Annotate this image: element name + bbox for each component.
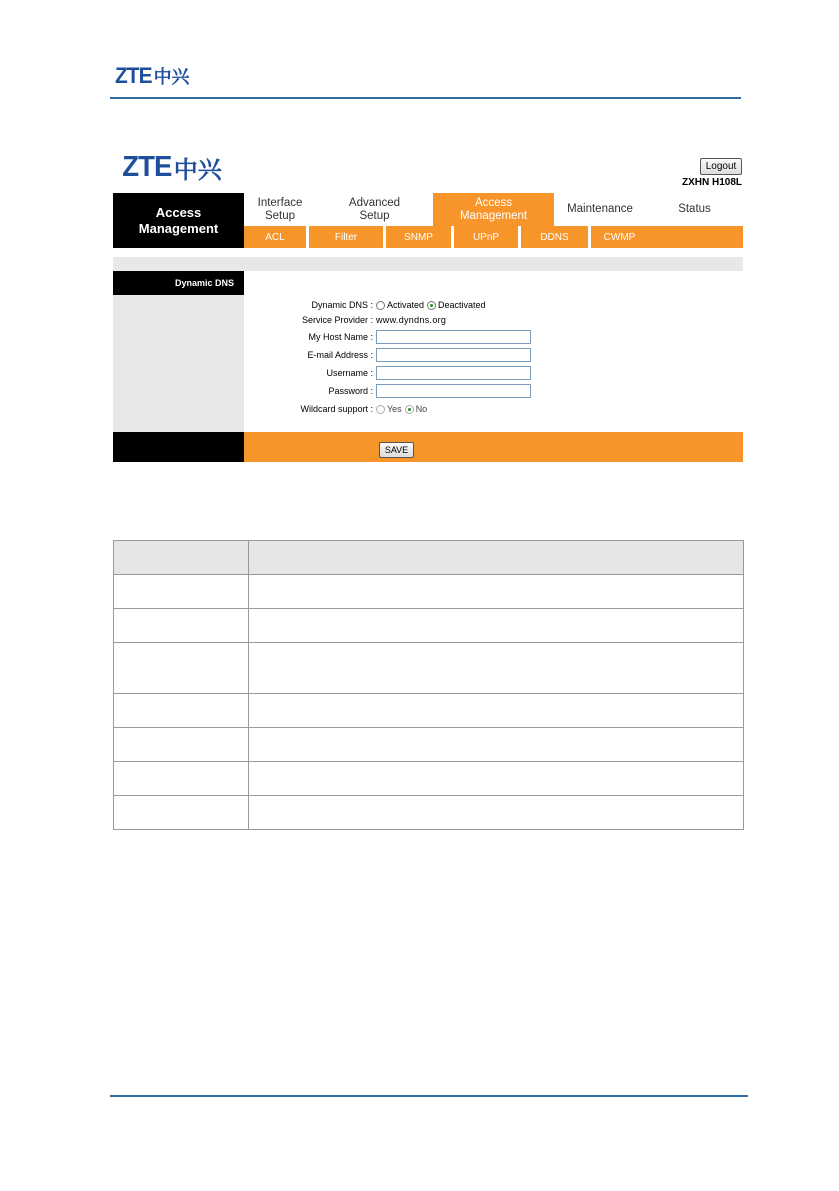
table-cell: [249, 728, 744, 762]
table-cell: [114, 541, 249, 575]
footer-left-block: [113, 432, 244, 462]
side-label-dynamic-dns: Dynamic DNS: [113, 271, 244, 295]
header-divider: [110, 97, 741, 99]
row-email: [244, 346, 743, 364]
subtab-acl[interactable]: ACL: [265, 231, 285, 243]
router-logo: [121, 150, 222, 185]
tab-label: Status: [678, 203, 711, 215]
table-row: [114, 575, 744, 609]
model-name: ZXHN H108L: [681, 177, 742, 188]
table-cell: [114, 728, 249, 762]
table-cell: [249, 694, 744, 728]
page-header-logo: [114, 64, 190, 88]
logout-button[interactable]: Logout: [700, 158, 742, 175]
sub-nav: [244, 226, 743, 248]
radio-deactivated[interactable]: [427, 301, 436, 310]
gray-band: [113, 257, 743, 271]
radio-wildcard-no[interactable]: [405, 405, 414, 414]
table-cell: [249, 541, 744, 575]
dynamic-dns-label: Dynamic DNS :: [311, 300, 373, 310]
username-label: Username :: [326, 368, 373, 378]
table-cell: [114, 796, 249, 830]
radio-activated[interactable]: [376, 301, 385, 310]
tab-label-line1: Advanced: [348, 196, 401, 209]
tab-advanced-setup[interactable]: [316, 193, 433, 226]
row-service-provider: [244, 311, 743, 329]
radio-wildcard-yes[interactable]: [376, 405, 385, 414]
parameter-table: [113, 540, 744, 830]
table-row: [114, 728, 744, 762]
page-logo-latin: ZTE: [114, 63, 152, 88]
tab-status[interactable]: [646, 193, 743, 226]
table-cell: [114, 643, 249, 694]
subtab-ddns[interactable]: DDNS: [540, 231, 569, 243]
row-wildcard: [244, 400, 743, 418]
table-cell: [114, 762, 249, 796]
section-title: [113, 193, 244, 248]
row-host-name: [244, 328, 743, 346]
tab-label-line2: Setup: [264, 209, 296, 222]
table-cell: [114, 575, 249, 609]
side-panel: [113, 295, 244, 432]
table-cell: [249, 796, 744, 830]
table-cell: [249, 762, 744, 796]
table-row: [114, 796, 744, 830]
section-title-line2: Management: [138, 220, 219, 236]
row-username: [244, 364, 743, 382]
router-logo-cjk: 中兴: [173, 156, 222, 184]
subtab-upnp[interactable]: UPnP: [472, 231, 500, 243]
subtab-snmp[interactable]: SNMP: [404, 231, 433, 243]
table-cell: [114, 694, 249, 728]
host-name-input[interactable]: [376, 330, 531, 344]
table-cell: [114, 609, 249, 643]
table-cell: [249, 575, 744, 609]
table-row: [114, 609, 744, 643]
subtab-filter[interactable]: Filter: [334, 231, 358, 243]
service-provider-value: www.dyndns.org: [376, 315, 447, 325]
table-row: [114, 643, 744, 694]
subtab-cwmp[interactable]: CWMP: [603, 231, 636, 243]
wildcard-label: Wildcard support :: [300, 404, 373, 414]
password-label: Password :: [328, 386, 373, 396]
tab-label-line2: Setup: [359, 209, 390, 222]
tab-interface-setup[interactable]: [244, 193, 316, 226]
email-input[interactable]: [376, 348, 531, 362]
radio-activated-label: Activated: [387, 300, 425, 310]
footer-action-bar: [244, 432, 743, 462]
radio-wildcard-no-label: No: [415, 404, 428, 414]
router-logo-latin: ZTE: [122, 151, 172, 183]
password-input[interactable]: [376, 384, 531, 398]
email-label: E-mail Address :: [307, 350, 373, 360]
tab-label: Maintenance: [567, 203, 633, 215]
table-row: [114, 694, 744, 728]
table-row: [114, 762, 744, 796]
main-nav: [244, 193, 743, 226]
service-provider-label: Service Provider :: [301, 315, 373, 325]
tab-label-line1: Access: [474, 196, 513, 209]
tab-label-line2: Management: [459, 209, 528, 222]
footer-divider: [110, 1095, 748, 1097]
section-title-line1: Access: [155, 204, 202, 220]
table-cell: [249, 609, 744, 643]
router-ui-screenshot: [113, 147, 743, 463]
tab-access-management[interactable]: [433, 193, 554, 226]
tab-label-line1: Interface: [257, 196, 303, 209]
table-cell: [249, 643, 744, 694]
radio-deactivated-label: Deactivated: [438, 300, 486, 310]
save-button[interactable]: SAVE: [379, 442, 414, 458]
host-name-label: My Host Name :: [308, 332, 373, 342]
table-header-row: [114, 541, 744, 575]
radio-wildcard-yes-label: Yes: [387, 404, 402, 414]
row-password: [244, 382, 743, 400]
tab-maintenance[interactable]: [554, 193, 646, 226]
username-input[interactable]: [376, 366, 531, 380]
page-logo-cjk: 中兴: [153, 67, 190, 88]
